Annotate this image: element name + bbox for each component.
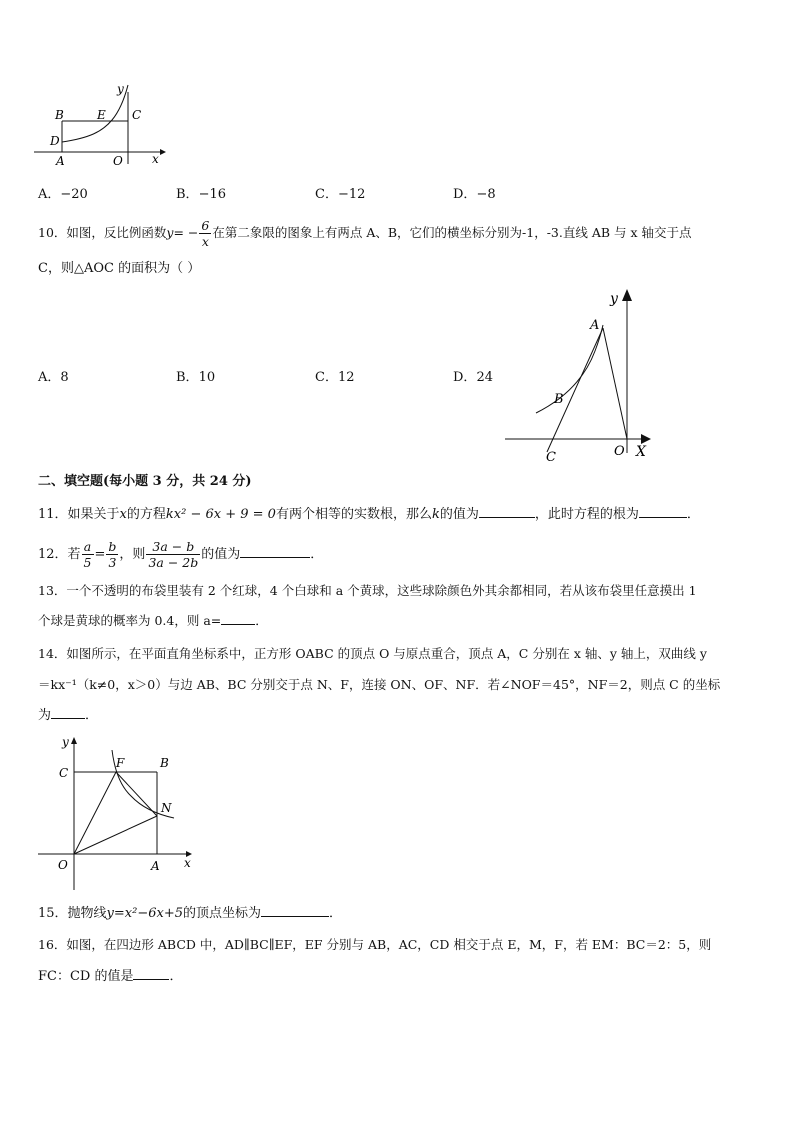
q10-stem-line1: 10．如图，反比例函数y= − $\frac{6}{x}$ 在第二象限的图象上有两点 A、B，它们的横坐标分别为-1，-3.直线 AB 与 x 轴交于点	[38, 218, 692, 249]
q15: 15．抛物线y=x²−6x+5的顶点坐标为 ．	[38, 906, 343, 921]
section-heading: 二、填空题(每小题 3 分，共 24 分)	[38, 474, 252, 489]
q9-option-d: D．−8	[453, 187, 496, 202]
label-B: B	[554, 392, 564, 407]
label-x: x	[184, 856, 191, 870]
q10-figure	[500, 283, 660, 468]
y-axis-arrow	[71, 737, 77, 744]
label-E: E	[97, 108, 106, 122]
segment-nf	[116, 772, 157, 816]
q11-blank-2[interactable]	[639, 505, 687, 518]
q10-option-a: A．8	[38, 370, 69, 385]
q15-blank[interactable]	[261, 904, 329, 917]
q9-option-c: C．−12	[315, 187, 366, 202]
line-ao	[603, 328, 627, 439]
q16-line2: FC：CD 的值是 ．	[38, 969, 183, 984]
q12-fraction-expr: $\frac{3a - b}{3a - 2b}$	[148, 539, 199, 570]
label-B: B	[55, 108, 64, 122]
q9-option-a: A．−20	[38, 187, 88, 202]
label-A: A	[151, 859, 160, 873]
q12-fraction-b: $\frac{b}{3}$	[108, 539, 117, 570]
label-y: y	[610, 291, 618, 307]
q14-blank[interactable]	[51, 706, 85, 719]
label-F: F	[116, 756, 125, 770]
q10-option-d: D．24	[453, 370, 493, 385]
label-O: O	[614, 444, 625, 459]
label-O: O	[58, 858, 68, 872]
label-D: D	[50, 134, 60, 148]
label-B: B	[160, 756, 169, 770]
line-ab	[547, 328, 603, 452]
q9-option-b: B．−16	[176, 187, 226, 202]
label-x: X	[636, 444, 646, 460]
segment-on	[74, 816, 157, 854]
label-A: A	[56, 154, 65, 168]
q12: 12．若 $\frac{a}{5}$ = $\frac{b}{3}$ ，则 $\frac{3a - b}{3a - 2b}$ 的值为 ．	[38, 539, 324, 570]
label-C: C	[546, 450, 556, 465]
q14-line3: 为 ．	[38, 708, 99, 723]
q13-line2: 个球是黄球的概率为 0.4，则 a= ．	[38, 613, 268, 628]
hyperbola-curve	[536, 325, 603, 413]
q10-option-c: C．12	[315, 370, 355, 385]
q14-line1: 14．如图所示，在平面直角坐标系中，正方形 OABC 的顶点 O 与原点重合，顶点 A，C 分别在 x 轴、y 轴上，双曲线 y	[38, 646, 707, 661]
label-N: N	[161, 801, 172, 815]
q13-blank[interactable]	[221, 612, 255, 625]
q13-line1: 13．一个不透明的布袋里装有 2 个红球，4 个白球和 a 个黄球，这些球除颜色外其余都相同，若从该布袋里任意摸出 1	[38, 583, 697, 598]
q10-fraction: $\frac{6}{x}$	[201, 218, 210, 249]
y-axis-arrow	[622, 289, 632, 301]
label-C: C	[59, 766, 69, 780]
q12-blank[interactable]	[240, 545, 310, 558]
segment-of	[74, 772, 116, 854]
label-C: C	[132, 108, 142, 122]
q12-fraction-a: $\frac{a}{5}$	[83, 539, 92, 570]
q10-option-b: B．10	[176, 370, 216, 385]
label-y: y	[117, 82, 124, 96]
q11-blank-1[interactable]	[479, 505, 535, 518]
x-axis-arrow	[160, 149, 166, 155]
q9-figure	[34, 80, 169, 170]
q10-stem-line2: C，则△AOC 的面积为（ ）	[38, 261, 201, 276]
x-axis-arrow	[641, 434, 651, 444]
q14-figure	[36, 732, 201, 894]
label-A: A	[590, 318, 600, 333]
q14-line2: ＝kx⁻¹（k≠0，x＞0）与边 AB、BC 分别交于点 N、F，连接 ON、OF、NF．若∠NOF＝45°，NF＝2，则点 C 的坐标	[38, 677, 721, 692]
q16-line1: 16．如图，在四边形 ABCD 中，AD∥BC∥EF，EF 分别与 AB，AC，CD 相交于点 E，M，F，若 EM：BC＝2：5，则	[38, 937, 712, 952]
label-x: x	[152, 152, 159, 166]
q16-blank[interactable]	[133, 967, 169, 980]
q11: 11．如果关于x的方程kx² − 6x + 9 = 0有两个相等的实数根，那么k的值为 ，此时方程的根为 ．	[38, 507, 700, 522]
label-y: y	[62, 735, 69, 749]
label-O: O	[113, 154, 123, 168]
